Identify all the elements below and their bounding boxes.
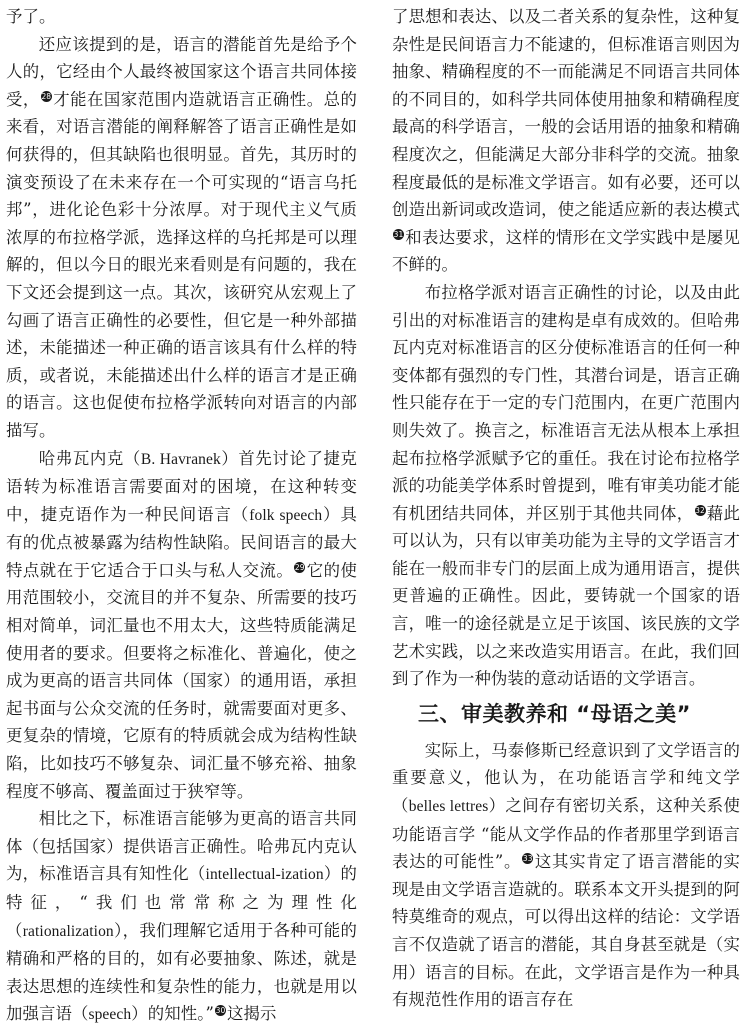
- latin-term: B. Havranek: [140, 450, 221, 468]
- footnote-marker: 29: [294, 562, 305, 572]
- paragraph-prague-school: [392, 279, 740, 693]
- text-run: 还应该提到的是，语言的潜能首先是给予个人的，它经由个人最终被国家这个语言共同体接受，: [6, 34, 357, 109]
- text-run: 才能在国家范围内造就语言正确性。总的来看，对语言潜能的阐释解答了语言正确性是如何获得的，但其缺陷也很明显。首先，其历时的演变预设了在未来存在一个可实现的“语言乌托邦”，进化论色彩十分浓厚。对于现代主义气质浓厚的布拉格学派，选择这样的乌托邦是可以理解的，但以今日的眼光来看则是有问题的，我在下文还会提到这一点。其次，该研究从宏观上了勾画了语言正确性的必要性，但它是一种外部描述，未能描述一种正确的语言该具有什么样的特质，或者说，未能描述出什么样的语言才是正确的语言。这也促使布拉格学派转向对语言的内部描写。: [6, 89, 357, 440]
- text-run: 哈弗瓦内克（: [38, 448, 141, 468]
- text-run: 实际上，马泰修斯已经意识到了文学语言的重要意义，他认为，在功能语言学和纯文学（: [392, 740, 740, 816]
- paragraph-havranek: [6, 445, 357, 806]
- footnote-marker: 33: [522, 854, 533, 864]
- text-run: ）首先讨论了捷克语转为标准语言需要面对的困境，在这种转变中，捷克语作为一种民间语言（: [6, 448, 357, 524]
- latin-term: speech: [88, 1006, 132, 1024]
- text-run: ）的特征，“我们也常常称之为理性化（: [6, 864, 358, 940]
- text-run: 这其实肯定了语言潜能的实现是由文学语言造就的。联系本文开头提到的阿特莫维奇的观点，可以得出这样的结论：文学语言不仅造就了语言的潜能，其自身甚至就是（实用）语言的目标。在此，文学语言是作为一种具有规范性作用的语言存在: [392, 852, 741, 1010]
- paragraph-mathesius: [392, 737, 740, 1014]
- text-run: 予了。: [6, 7, 56, 26]
- text-run: ）具有的优点被暴露为结构性缺陷。民间语言的最大特点就在于它适合于口头与私人交流。: [6, 504, 357, 580]
- paragraph-complexity: [392, 3, 740, 279]
- latin-term: folk speech: [249, 506, 323, 524]
- footnote-marker: 28: [41, 91, 52, 101]
- paragraph-continuation: [6, 3, 357, 31]
- latin-term: rationalization: [22, 922, 114, 940]
- text-run: 了思想和表达、以及二者关系的复杂性，这种复杂性是民间语言力不能逮的，但标准语言则因为抽象、精确程度的不一而能满足不同语言共同体的不同目的，如科学共同体使用抽象和精确程度最高的科学语言，一般的会话用语的抽象和精确程度次之，但能满足大部分非科学的交流。抽象程度最低的是标准文学语言。如有必要，还可以创造出新词或改造词，使之能适应新的表达模式: [392, 7, 740, 220]
- text-run: 藉此可以认为，只有以审美功能为主导的文学语言才能在一般而非专门的层面上成为通用语言，提供更普遍的正确性。因此，要铸就一个国家的语言，唯一的途径就是立足于该国、该民族的文学艺术实践，以之来改造实用语言。在此，我们回到了作为一种伪装的意动话语的文学语言。: [392, 503, 740, 689]
- footnote-marker: 30: [215, 1006, 226, 1016]
- footnote-marker: 31: [393, 229, 404, 239]
- text-run: 布拉格学派对语言正确性的讨论，以及由此引出的对标准语言的建构是卓有成效的。但哈弗瓦内克对标准语言的区分使标准语言的任何一种变体都有强烈的专门性，其潜台词是，语言正确性只能存在于一定的专门范围内，在更广范围内则失效了。换言之，标准语言无法从根本上承担起布拉格学派赋予它的重任。我在讨论布拉格学派的功能美学体系时曾提到，唯有审美功能才能有机团结共同体，并区别于其他共同体，: [392, 282, 740, 523]
- text-run: ），我们理解它适用于各种可能的精确和严格的目的，如有必要抽象、陈述，就是表达思想的连续性和复杂性的能力，也就是用以加强言语（: [6, 920, 357, 1024]
- text-run: ）的知性。”: [131, 1004, 214, 1024]
- text-run: 和表达要求，这样的情形在文学实践中是屡见不鲜的。: [392, 227, 740, 275]
- section-heading: 三、审美教养和 “母语之美”: [418, 701, 691, 726]
- text-run: 这揭示: [226, 1004, 277, 1024]
- text-run: ）之间存有密切关系，这种关系使功能语言学 “能从文学作品的作者那里学到语言表达的可能性”。: [392, 796, 740, 872]
- text-run: 相比之下，标准语言能够为更高的语言共同体（包括国家）提供语言正确性。哈弗瓦内克认为，标准语言具有知性化（: [6, 809, 357, 884]
- footnote-marker: 32: [695, 505, 705, 515]
- text-run: 它的使用范围较小，交流目的并不复杂、所需要的技巧相对简单，词汇量也不用太大，这些特质能满足使用者的要求。但要将之标准化、普遍化，使之成为更高的语言共同体（国家）的通用语，承担起书面与公众交流的任务时，就需要面对更多、更复杂的情境，它原有的特质就会成为结构性缺陷，比如技巧不够复杂、词汇量不够充裕、抽象程度不够高、覆盖面过于狭窄等。: [6, 560, 357, 801]
- latin-term: belles lettres: [408, 798, 489, 816]
- paragraph-language-potential: [6, 31, 357, 445]
- paragraph-standard-language: [6, 805, 357, 1029]
- latin-term: intellectual-ization: [205, 866, 324, 884]
- left-column: [6, 3, 357, 1029]
- right-column: [392, 3, 740, 1014]
